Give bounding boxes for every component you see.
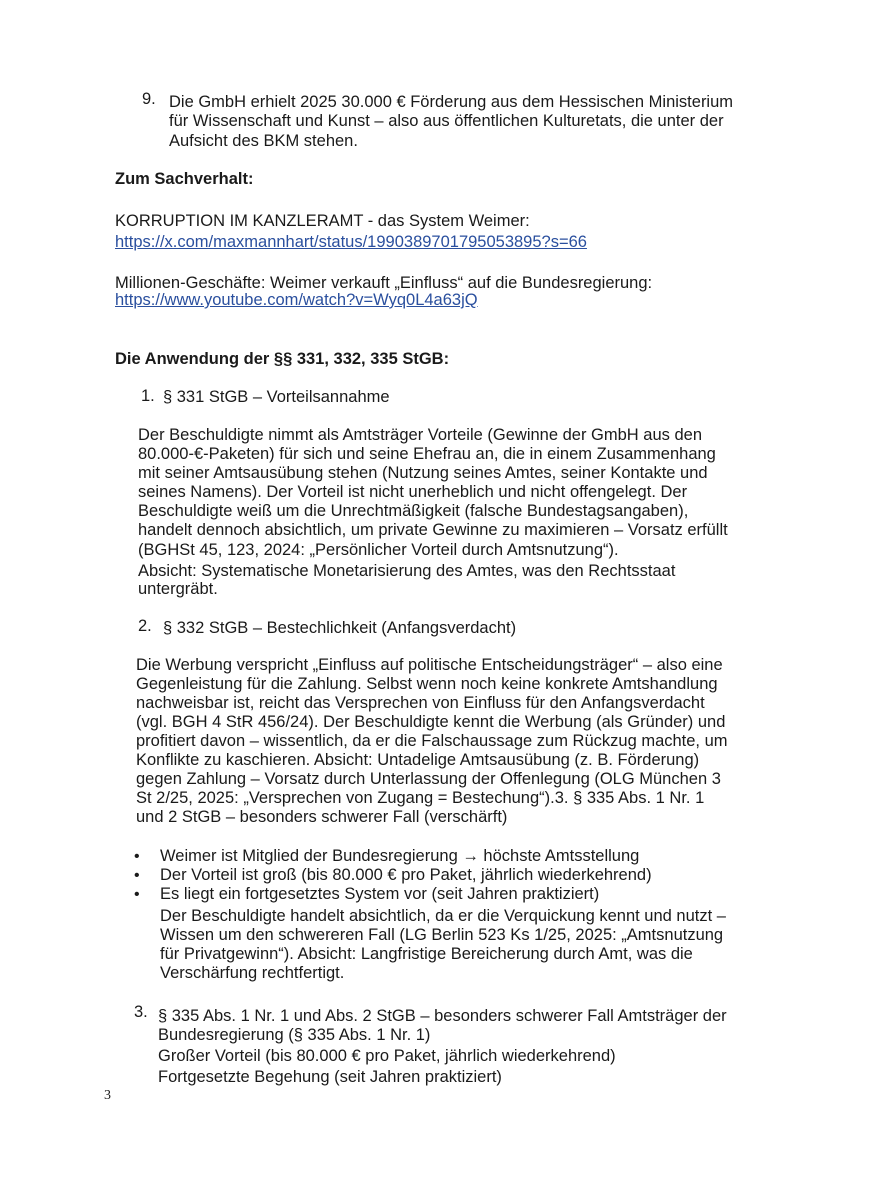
section-1-line-5: Beschuldigte weiß um die Unrechtmäßigkeit (falsche Bundestagsangaben), bbox=[138, 502, 689, 520]
section-3-number: 3. bbox=[134, 1003, 148, 1021]
section-2-after-line-1: Der Beschuldigte handelt absichtlich, da er die Verquickung kennt und nutzt – bbox=[160, 907, 726, 925]
section-3-line-3: Großer Vorteil (bis 80.000 € pro Paket, jährlich wiederkehrend) bbox=[158, 1047, 616, 1065]
section-1-title: § 331 StGB – Vorteilsannahme bbox=[163, 388, 390, 406]
section-2-line-9: und 2 StGB – besonders schwerer Fall (verschärft) bbox=[136, 808, 508, 826]
section-1-line-6: handelt dennoch absichtlich, um private Gewinne zu maximieren – Vorsatz erfüllt bbox=[138, 521, 728, 539]
section-1-line-2: 80.000-€-Paketen) für sich und seine Ehefrau an, die in einem Zusammenhang bbox=[138, 445, 716, 463]
item-9-line-2: für Wissenschaft und Kunst – also aus öffentlichen Kulturetats, die unter der bbox=[169, 112, 724, 130]
anwendung-heading: Die Anwendung der §§ 331, 332, 335 StGB: bbox=[115, 350, 450, 368]
section-2-line-4: (vgl. BGH 4 StR 456/24). Der Beschuldigte kennt die Werbung (als Gründer) und bbox=[136, 713, 726, 731]
sachverhalt-heading: Zum Sachverhalt: bbox=[115, 170, 254, 188]
section-2-number: 2. bbox=[138, 617, 152, 635]
bullet-item-1: Weimer ist Mitglied der Bundesregierung → höchste Amtsstellung bbox=[160, 847, 640, 865]
section-2-after-line-3: für Privatgewinn“). Absicht: Langfristige Bereicherung durch Amt, was die bbox=[160, 945, 693, 963]
sachverhalt-entry-2-text: Millionen-Geschäfte: Weimer verkauft „Einfluss“ auf die Bundesregierung: bbox=[115, 274, 653, 292]
item-9-line-1: Die GmbH erhielt 2025 30.000 € Förderung aus dem Hessischen Ministerium bbox=[169, 93, 734, 111]
bullet-marker: • bbox=[134, 886, 140, 903]
section-2-after-line-2: Wissen um den schwereren Fall (LG Berlin 523 Ks 1/25, 2025: „Amtsnutzung bbox=[160, 926, 724, 944]
bullet-item-3: Es liegt ein fortgesetztes System vor (seit Jahren praktiziert) bbox=[160, 885, 600, 903]
section-1-line-7: (BGHSt 45, 123, 2024: „Persönlicher Vorteil durch Amtsnutzung“). bbox=[138, 541, 619, 559]
section-2-line-1: Die Werbung verspricht „Einfluss auf politische Entscheidungsträger“ – also eine bbox=[136, 656, 723, 674]
bullet-marker: • bbox=[134, 848, 140, 865]
sachverhalt-entry-2-link[interactable]: https://www.youtube.com/watch?v=Wyq0L4a63jQ bbox=[115, 291, 478, 309]
section-2-line-3: nachweisbar ist, reicht das Versprechen von Einfluss für den Anfangsverdacht bbox=[136, 694, 705, 712]
section-2-line-2: Gegenleistung für die Zahlung. Selbst wenn noch keine konkrete Amtshandlung bbox=[136, 675, 718, 693]
bullet-item-2: Der Vorteil ist groß (bis 80.000 € pro Paket, jährlich wiederkehrend) bbox=[160, 866, 652, 884]
section-2-title: § 332 StGB – Bestechlichkeit (Anfangsverdacht) bbox=[163, 619, 517, 637]
item-9-number: 9. bbox=[142, 90, 156, 108]
section-2-line-6: Konflikte zu kaschieren. Absicht: Untadelige Amtsausübung (z. B. Förderung) bbox=[136, 751, 700, 769]
section-3-line-1: § 335 Abs. 1 Nr. 1 und Abs. 2 StGB – besonders schwerer Fall Amtsträger der bbox=[158, 1007, 727, 1025]
section-3-line-4: Fortgesetzte Begehung (seit Jahren praktiziert) bbox=[158, 1068, 502, 1086]
item-9-line-3: Aufsicht des BKM stehen. bbox=[169, 132, 358, 150]
section-2-line-8: St 2/25, 2025: „Versprechen von Zugang = Bestechung“).3. § 335 Abs. 1 Nr. 1 bbox=[136, 789, 705, 807]
section-1-line-8: Absicht: Systematische Monetarisierung des Amtes, was den Rechtsstaat bbox=[138, 562, 676, 580]
bullet-marker: • bbox=[134, 867, 140, 884]
section-1-line-1: Der Beschuldigte nimmt als Amtsträger Vorteile (Gewinne der GmbH aus den bbox=[138, 426, 702, 444]
section-1-number: 1. bbox=[141, 387, 155, 405]
sachverhalt-entry-1-link[interactable]: https://x.com/maxmannhart/status/1990389701795053895?s=66 bbox=[115, 233, 587, 251]
section-1-line-9: untergräbt. bbox=[138, 580, 218, 598]
section-1-line-3: mit seiner Amtsausübung stehen (Nutzung seines Amtes, seiner Kontakte und bbox=[138, 464, 708, 482]
section-1-line-4: seines Namens). Der Vorteil ist nicht unerheblich und nicht offengelegt. Der bbox=[138, 483, 688, 501]
page-number: 3 bbox=[104, 1088, 111, 1103]
section-3-line-2: Bundesregierung (§ 335 Abs. 1 Nr. 1) bbox=[158, 1026, 431, 1044]
section-2-line-5: profitiert davon – wissentlich, da er die Falschaussage zum Rückzug machte, um bbox=[136, 732, 728, 750]
sachverhalt-entry-1-text: KORRUPTION IM KANZLERAMT - das System Weimer: bbox=[115, 212, 530, 230]
section-2-line-7: gegen Zahlung – Vorsatz durch Unterlassung der Offenlegung (OLG München 3 bbox=[136, 770, 721, 788]
section-2-after-line-4: Verschärfung rechtfertigt. bbox=[160, 964, 345, 982]
